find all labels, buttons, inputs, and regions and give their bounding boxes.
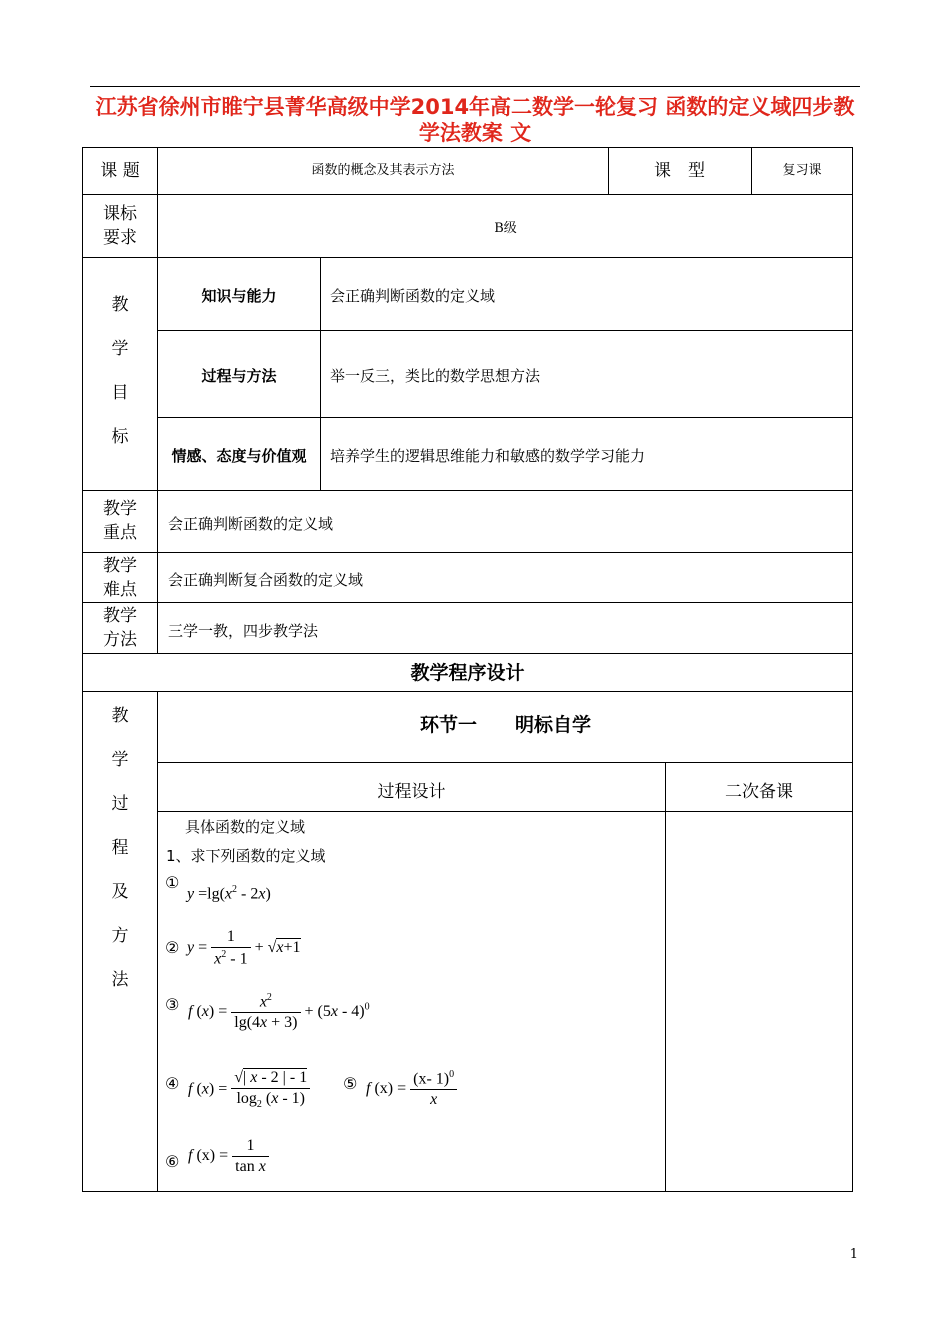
objective-text-knowledge: 会正确判断函数的定义域 [330,287,496,305]
formula-3: f (x) = $\frac{x^2}{\lg(4x + 3)}$ + (5x - 4)$^0$ [188,992,370,1032]
key-point-label: 教学 重点 [103,499,137,543]
objective-text-attitude: 培养学生的逻辑思维能力和敏感的数学学习能力 [330,447,646,465]
document-title: 江苏省徐州市睢宁县菁华高级中学2014年高二数学一轮复习 函数的定义域四步教学法教案 文 [95,95,855,145]
marker-6: ⑥ [165,1152,180,1171]
difficulty-text: 会正确判断复合函数的定义域 [168,571,364,589]
type-value: 复习课 [782,163,822,178]
intro-text: 具体函数的定义域 [185,818,306,836]
design-heading: 教学程序设计 [410,662,525,684]
objective-name-knowledge: 知识与能力 [201,287,277,305]
method-label: 教学 方法 [103,606,137,650]
marker-4: ④ [165,1074,180,1093]
objectives-label: 教 学 目 标 [111,295,129,447]
marker-5: ⑤ [343,1074,358,1093]
col-prep-header: 二次备课 [725,782,793,802]
type-label: 课 型 [654,161,705,181]
header-rule [90,86,860,87]
section-title: 环节一 明标自学 [419,714,591,736]
formula-2: y = $\frac{1}{x^2 - 1}$ + √x+1 [187,928,301,968]
difficulty-label: 教学 难点 [103,556,137,600]
standard-value: B级 [494,221,517,236]
process-label: 教 学 过 程 及 方 法 [111,706,129,990]
formula-6: f (x) = $\frac{1}{\text{tan x}}$ [188,1137,269,1176]
marker-1: ① [165,873,180,892]
formula-1: $y =\lg(x^2 - 2x)$ [187,884,271,903]
method-text: 三学一教，四步教学法 [168,622,319,640]
marker-2: ② [165,938,180,957]
formula-4: f (x) = $\frac{√| x - 2 | - 1}{\log_2 (x - 1)}$ [188,1069,310,1110]
page-number: 1 [849,1247,858,1262]
col-design-header: 过程设计 [377,782,446,802]
key-point-text: 会正确判断函数的定义域 [168,515,334,533]
objective-name-attitude: 情感、态度与价值观 [171,447,307,465]
standard-label: 课标 要求 [103,204,137,248]
topic-label: 课 题 [100,161,140,181]
objective-text-process: 举一反三，类比的数学思想方法 [330,367,541,385]
formula-5: f (x) = $\frac{(x- 1)^0}{x}$ [366,1069,457,1109]
topic-value: 函数的概念及其表示方法 [311,163,455,178]
question-text: 1、求下列函数的定义域 [166,847,326,865]
marker-3: ③ [165,995,180,1014]
objective-name-process: 过程与方法 [201,367,277,385]
